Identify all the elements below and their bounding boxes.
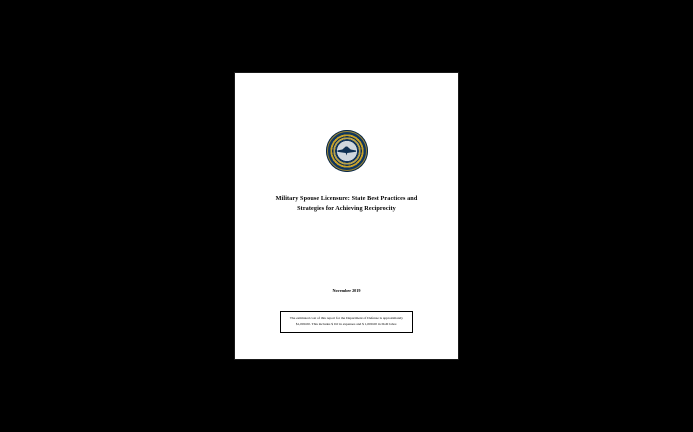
page-title: [261, 194, 432, 213]
cost-statement-box: [280, 311, 413, 333]
seal-container: [235, 130, 458, 172]
page-title-line-1: Military Spouse Licensure: State Best Practices and: [275, 195, 418, 202]
document-page: [235, 73, 458, 359]
page-title-line-2: Strategies for Achieving Reciprocity: [297, 204, 396, 212]
cost-statement-line-1: The estimated cost of this report for the Department of Defense is approximately: [289, 316, 404, 320]
department-of-defense-seal-icon: [326, 130, 368, 172]
cost-statement-line-2: $1,000.00. This includes $ 0.0 in expenses and $ 1,000.00 in DoD labor.: [295, 321, 398, 326]
publication-date: November 2019: [332, 288, 361, 293]
